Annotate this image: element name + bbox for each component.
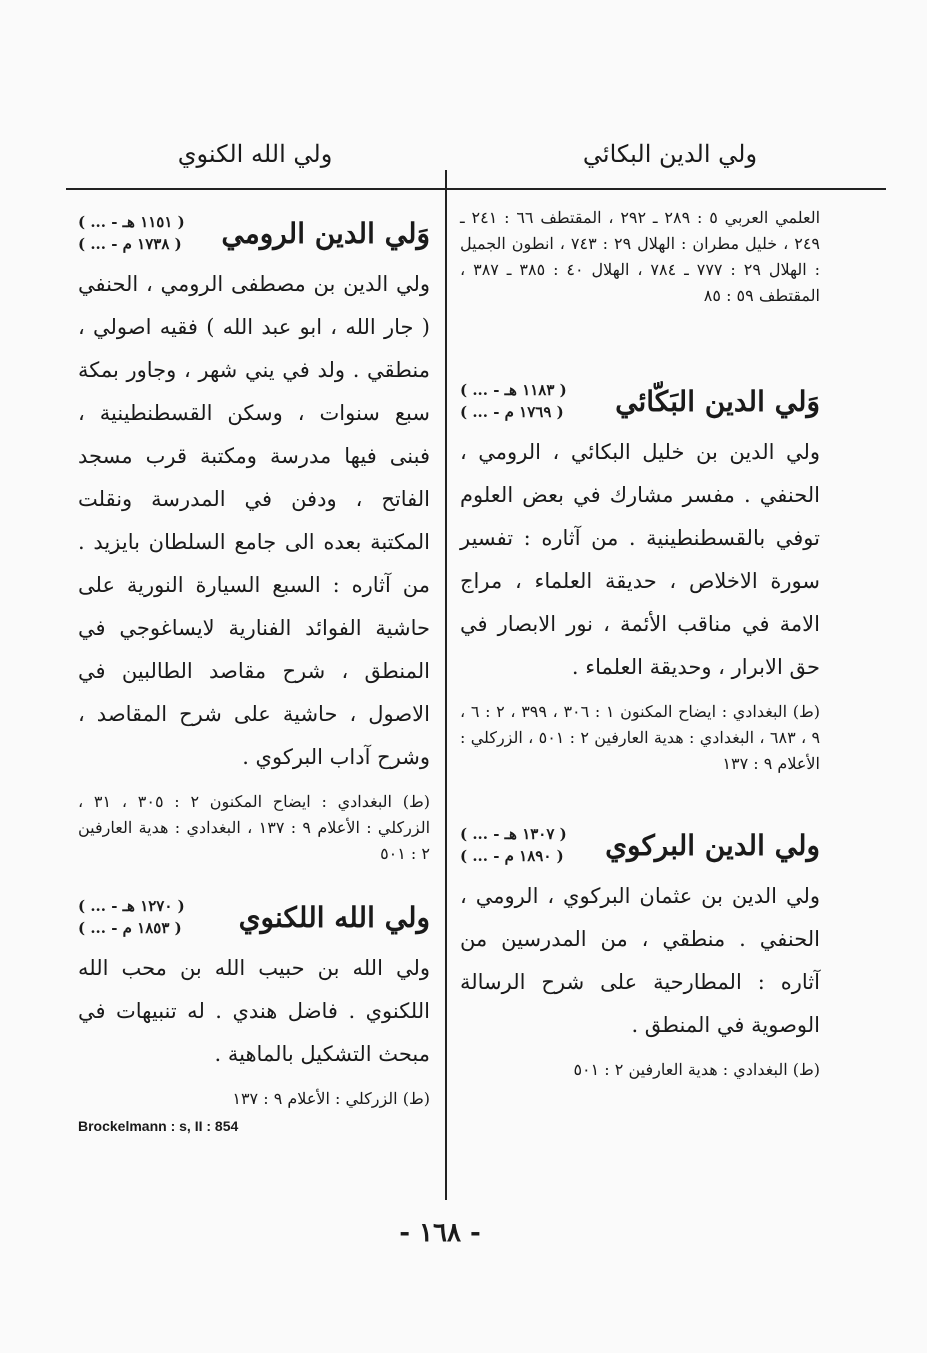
- date-gregorian: ( ... - ١٨٥٣ م ): [78, 919, 182, 937]
- entry-references: (ط) البغدادي : هدية العارفين ٢ : ٥٠١: [573, 1060, 820, 1079]
- entry-body: ولي الله بن حبيب الله بن محب الله اللكنوي . فاضل هندي . له تنبيهات في مبحث التشكيل بالماهية .: [78, 956, 430, 1066]
- latin-reference: Brockelmann : s, II : 854: [78, 1118, 239, 1134]
- date-hijri: ( ... - ١١٨٣ هـ ): [460, 381, 567, 399]
- entry-references: (ط) البغدادي : ايضاح المكنون ١ : ٣٠٦ ، ٣٩٩ ، ٢ : ٦ ، ٩ ، ٦٨٣ ، البغدادي : هدية العارفين ٢ : ٥٠١ ، الزركلي : الأعلام ٩ : ١٣٧: [460, 702, 821, 773]
- entry-title: وَلي الدين الرومي: [221, 216, 430, 250]
- entry-dates: [78, 211, 185, 255]
- right-column: [460, 205, 820, 1083]
- running-header-left: ولي الله الكنوي: [177, 140, 333, 168]
- entry-heading: [460, 379, 820, 423]
- entry-bakkai: [460, 379, 820, 777]
- entry-references: (ط) البغدادي : ايضاح المكنون ٢ : ٣٠٥ ، ٣١ ، الزركلي : الأعلام ٩ : ١٣٧ ، البغدادي : هدية العارفين ٢ : ٥٠١: [78, 792, 431, 863]
- column-divider: [445, 170, 447, 1200]
- entry-title: ولي الدين البركوي: [605, 828, 820, 862]
- entry-title: ولي الله اللكنوي: [238, 900, 430, 934]
- entry-rumi: [78, 211, 430, 867]
- entry-heading: [78, 211, 430, 255]
- entry-dates: [460, 823, 567, 867]
- entry-heading: [460, 823, 820, 867]
- header-rule: [66, 188, 886, 190]
- date-gregorian: ( ... - ١٨٩٠ م ): [460, 847, 564, 865]
- running-header-right: ولي الدين البكائي: [582, 140, 758, 168]
- date-gregorian: ( ... - ١٧٣٨ م ): [78, 235, 182, 253]
- date-hijri: ( ... - ١٢٧٠ هـ ): [78, 897, 185, 915]
- entry-body: ولي الدين بن عثمان البركوي ، الرومي ، الحنفي . منطقي ، من المدرسين من آثاره : المطارحية على شرح الرسالة الوصوية في المنطق .: [460, 884, 820, 1037]
- entry-title: وَلي الدين البَكّائي: [615, 384, 820, 418]
- date-hijri: ( ... - ١٣٠٧ هـ ): [460, 825, 567, 843]
- entry-barkawi: [460, 823, 820, 1083]
- entry-dates: [78, 895, 185, 939]
- continuation-references: العلمي العربي ٥ : ٢٨٩ ـ ٢٩٢ ، المقتطف ٦٦ : ٢٤١ ـ ٢٤٩ ، خليل مطران : الهلال ٢٩ : ٧٤٣ ، انطون الجميل : الهلال ٢٩ : ٧٧٧ ـ ٧٨٤ ، الهلال ٤٠ : ٣٨٥ ـ ٣٨٧ ، المقتطف ٥٩ : ٨٥: [460, 208, 821, 305]
- entry-lakanawi: [78, 895, 430, 1134]
- left-column: [78, 205, 430, 1134]
- page-number: - ١٦٨ -: [399, 1218, 481, 1248]
- entry-dates: [460, 379, 567, 423]
- entry-heading: [78, 895, 430, 939]
- entry-body: ولي الدين بن خليل البكائي ، الرومي ، الحنفي . مفسر مشارك في بعض العلوم توفي بالقسطنطينية . من آثاره : تفسير سورة الاخلاص ، حديقة العلماء ، مراج الامة في مناقب الأئمة ، نور الابصار في حق الابرار ، وحديقة العلماء .: [460, 440, 820, 679]
- entry-body: ولي الدين بن مصطفى الرومي ، الحنفي ( جار الله ، ابو عبد الله ) فقيه اصولي ، منطقي . ولد في يني شهر ، وجاور بمكة سبع سنوات ، وسكن القسطنطينية ، فبنى فيها مدرسة ومكتبة قرب مسجد الفاتح ، ودفن في المدرسة ونقلت المكتبة بعده الى جامع السلطان بايزيد . من آثاره : السبع السيارة النورية على حاشية الفوائد الفنارية لايساغوجي في المنطق ، شرح مقاصد الطالبين في الاصول ، حاشية على شرح المقاصد ، وشرح آداب البركوي .: [78, 272, 430, 769]
- date-hijri: ( ... - ١١٥١ هـ ): [78, 213, 185, 231]
- entry-references: (ط) الزركلي : الأعلام ٩ : ١٣٧: [232, 1089, 430, 1108]
- date-gregorian: ( ... - ١٧٦٩ م ): [460, 403, 564, 421]
